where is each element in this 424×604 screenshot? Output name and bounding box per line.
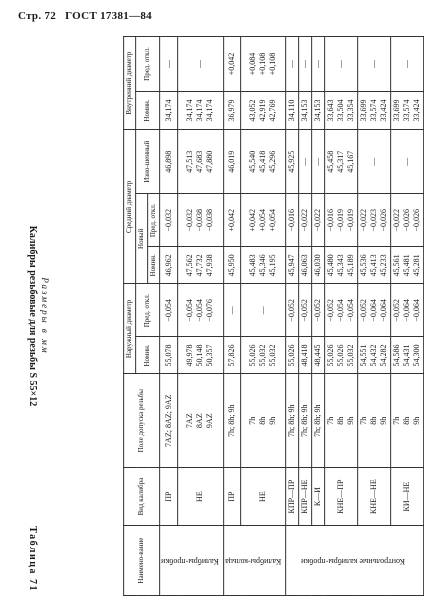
group-label-text: Контрольные калибры-пробки — [301, 556, 405, 566]
group-label — [160, 526, 224, 596]
cell-type: КНЕ—ПР — [325, 467, 358, 525]
cell-field: 7h 8h 9h — [325, 374, 358, 467]
group-label — [223, 526, 285, 596]
cell-field: 7AZ; 8AZ; 9AZ — [160, 374, 178, 467]
col-outer-nom: Номин. — [136, 337, 160, 374]
cell-md-dev: −0,022 — [312, 194, 325, 247]
cell-md-dev: −0,016 −0,019 −0,019 — [325, 194, 358, 247]
cell-id-nom: 34,174 — [160, 91, 178, 129]
table-row — [325, 37, 358, 596]
group-label-text: Калибры-пробки — [161, 556, 219, 566]
table-row — [391, 37, 424, 596]
cell-md-nom: 46,030 — [312, 247, 325, 284]
cell-field: 7h; 8h; 9h — [223, 374, 241, 467]
cell-id-nom: 34,153 — [299, 91, 312, 129]
table-subtitle: Размеры в мм — [40, 277, 50, 355]
cell-md-worn: — — [299, 130, 312, 194]
cell-od-nom: 55,026 — [286, 337, 299, 374]
cell-md-worn: 45,925 — [286, 130, 299, 194]
cell-type: КНЕ—НЕ — [358, 467, 391, 525]
table-row — [358, 37, 391, 596]
cell-field: 7h; 8h; 9h — [299, 374, 312, 467]
cell-od-dev: −0,054 — [160, 284, 178, 337]
cell-id-nom: 33,699 33,574 33,424 — [391, 91, 424, 129]
table-row — [241, 37, 286, 596]
cell-id-dev: — — [286, 37, 299, 92]
cell-id-dev: — — [160, 37, 178, 92]
cell-md-worn: 46,898 — [160, 130, 178, 194]
cell-id-dev: — — [178, 37, 224, 92]
cell-md-nom: 45,536 45,413 45,233 — [358, 247, 391, 284]
cell-md-worn: 45,458 45,317 45,167 — [325, 130, 358, 194]
cell-id-nom: 34,174 34,174 34,174 — [178, 91, 224, 129]
cell-id-dev: +0,084 +0,108 +0,108 — [241, 37, 286, 92]
cell-type: НЕ — [178, 467, 224, 525]
cell-type: КПР—НЕ — [299, 467, 312, 525]
cell-md-nom: 45,483 45,346 45,195 — [241, 247, 286, 284]
col-inner-nom: Номин. — [136, 91, 160, 129]
cell-od-nom: 48,418 — [299, 337, 312, 374]
cell-id-nom: 36,979 — [223, 91, 241, 129]
col-outer: Наружный диаметр — [124, 284, 136, 374]
cell-type: КИ—НЕ — [391, 467, 424, 525]
cell-field: 7h 8h 9h — [241, 374, 286, 467]
cell-md-dev: +0,042 +0,054 +0,054 — [241, 194, 286, 247]
cell-field: 7h; 8h; 9h — [286, 374, 299, 467]
cell-od-dev: — — [223, 284, 241, 337]
cell-field: 7h 8h 9h — [391, 374, 424, 467]
cell-id-dev: — — [391, 37, 424, 92]
cell-type: К—И — [312, 467, 325, 525]
cell-id-dev: — — [299, 37, 312, 92]
cell-md-nom: 46,063 — [299, 247, 312, 284]
col-mid-worn: Изно-шенный — [136, 130, 160, 194]
cell-md-worn: — — [358, 130, 391, 194]
cell-od-nom: 57,826 — [223, 337, 241, 374]
gauge-table — [123, 36, 424, 596]
cell-type: НЕ — [241, 467, 286, 525]
cell-id-nom: 43,052 42,919 42,769 — [241, 91, 286, 129]
col-inner: Внутренний диаметр — [124, 37, 136, 130]
col-mid-nom: Номин. — [148, 247, 160, 284]
table-row — [223, 37, 241, 596]
cell-id-dev: — — [312, 37, 325, 92]
cell-id-dev: — — [358, 37, 391, 92]
cell-md-nom: 46,962 — [160, 247, 178, 284]
cell-id-nom: 34,110 — [286, 91, 299, 129]
cell-od-dev: −0,052 — [299, 284, 312, 337]
cell-md-dev: −0,022 — [299, 194, 312, 247]
cell-od-dev: −0,054 −0,054 −0,076 — [178, 284, 224, 337]
cell-field: 7AZ 8AZ 9AZ — [178, 374, 224, 467]
table-title: Калибры резьбовые для резьбы S 55×12 — [27, 225, 38, 407]
col-mid-new: Новый — [136, 194, 148, 284]
cell-id-dev: — — [325, 37, 358, 92]
cell-od-nom: 55,078 — [160, 337, 178, 374]
cell-md-dev: −0,022 −0,023 −0,026 — [358, 194, 391, 247]
cell-md-worn: 46,019 — [223, 130, 241, 194]
cell-od-nom: 48,445 — [312, 337, 325, 374]
cell-od-nom: 55,026 55,026 55,032 — [325, 337, 358, 374]
cell-field: 7h; 8h; 9h — [312, 374, 325, 467]
page-header — [18, 10, 158, 22]
cell-field: 7h 8h 9h — [358, 374, 391, 467]
col-field: Поле допуска резьбы — [124, 374, 160, 467]
cell-md-worn: 45,540 45,418 45,296 — [241, 130, 286, 194]
cell-md-nom: 45,950 — [223, 247, 241, 284]
cell-type: ПР — [160, 467, 178, 525]
cell-md-dev: −0,016 — [286, 194, 299, 247]
cell-od-dev: −0,052 — [286, 284, 299, 337]
standard-code: ГОСТ 17381—84 — [65, 10, 152, 22]
cell-od-dev: −0,052 −0,064 −0,064 — [391, 284, 424, 337]
table-row — [286, 37, 299, 596]
cell-type: КПР—ПР — [286, 467, 299, 525]
col-type: Вид калибра — [124, 467, 160, 525]
table-row — [178, 37, 224, 596]
cell-od-dev: −0,052 −0,064 −0,064 — [358, 284, 391, 337]
cell-od-dev: −0,052 — [312, 284, 325, 337]
cell-id-dev: +0,042 — [223, 37, 241, 92]
table-row — [160, 37, 178, 596]
table-row — [299, 37, 312, 596]
cell-md-worn: — — [312, 130, 325, 194]
cell-od-nom: 49,978 50,148 50,357 — [178, 337, 224, 374]
cell-md-nom: 45,561 45,481 45,281 — [391, 247, 424, 284]
cell-id-nom: 33,643 33,504 33,354 — [325, 91, 358, 129]
cell-od-nom: 55,026 55,032 55,032 — [241, 337, 286, 374]
col-outer-dev: Пред. откл. — [136, 284, 160, 337]
cell-od-nom: 54,586 54,431 54,300 — [391, 337, 424, 374]
cell-od-nom: 54,551 54,432 54,282 — [358, 337, 391, 374]
cell-md-dev: −0,032 — [160, 194, 178, 247]
table-body — [160, 37, 424, 596]
cell-md-nom: 47,562 47,732 47,938 — [178, 247, 224, 284]
rotated-page — [24, 36, 424, 596]
cell-md-worn: — — [391, 130, 424, 194]
col-mid-dev: Пред. откл. — [148, 194, 160, 247]
cell-od-dev: −0,052 −0,054 −0,054 — [325, 284, 358, 337]
cell-md-dev: +0,042 — [223, 194, 241, 247]
cell-id-nom: 33,699 33,574 33,424 — [358, 91, 391, 129]
table-number: Таблица 71 — [27, 526, 38, 592]
cell-md-dev: −0,022 −0,026 −0,026 — [391, 194, 424, 247]
cell-id-nom: 34,153 — [312, 91, 325, 129]
group-label — [286, 526, 424, 596]
table-row — [312, 37, 325, 596]
cell-md-dev: −0,032 −0,038 −0,038 — [178, 194, 224, 247]
col-mid: Средний диаметр — [124, 130, 136, 284]
col-inner-dev: Пред. откл. — [136, 37, 160, 92]
cell-od-dev: — — [241, 284, 286, 337]
col-name: Наимено-вание — [124, 526, 160, 596]
cell-type: ПР — [223, 467, 241, 525]
cell-md-nom: 45,947 — [286, 247, 299, 284]
cell-md-nom: 45,480 45,343 45,189 — [325, 247, 358, 284]
page-number: Стр. 72 — [18, 10, 57, 22]
group-label-text: Калибры-кольца — [224, 556, 281, 566]
cell-md-worn: 47,513 47,683 47,880 — [178, 130, 224, 194]
